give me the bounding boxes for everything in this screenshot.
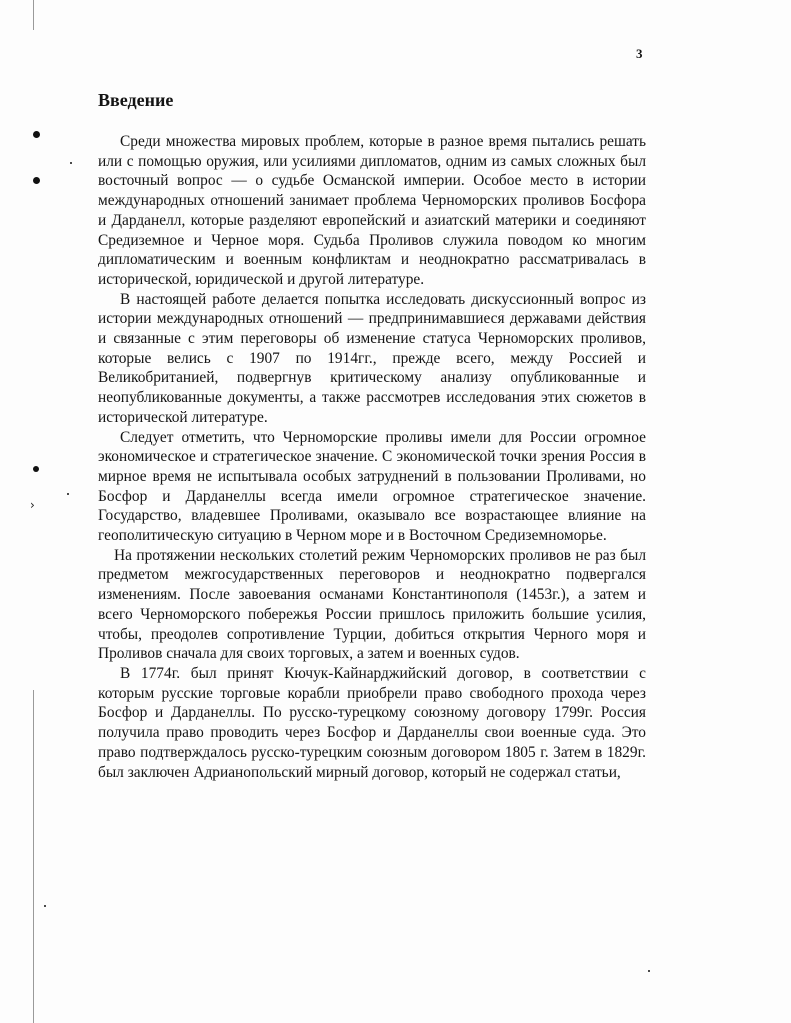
page-number: 3 <box>636 46 643 61</box>
scan-dot <box>44 905 46 907</box>
scan-dot <box>648 970 650 972</box>
body-text <box>98 132 646 782</box>
scan-dot <box>70 162 72 164</box>
scan-dot <box>33 466 39 472</box>
scan-edge-line <box>33 690 34 1023</box>
paragraph: На протяжении нескольких столетий режим Черноморских проливов не раз был предметом межгосударственных переговоров и неоднократно подвергался изменениям. После завоевания османами Константинополя (1453г.), а затем и всего Черноморского побережья России пришлось приложить большие усилия, чтобы, преодолев сопротивление Турции, добиться открытия Черного моря и Проливов сначала для своих торговых, а затем и военных судов. <box>98 546 646 663</box>
paragraph: В 1774г. был принят Кючук-Кайнарджийский договор, в соответствии с которым русские торговые корабли приобрели право свободного прохода через Босфор и Дарданеллы. По русско-турецкому союзному договору 1799г. Россия получила право проводить через Босфор и Дарданеллы свои военные суда. Это право подтверждалось русско-турецким союзным договором 1805 г. Затем в 1829г. был заключен Адрианопольский мирный договор, который не содержал статьи, <box>98 664 646 781</box>
paragraph: В настоящей работе делается попытка исследовать дискуссионный вопрос из истории международных отношений — предпринимавшиеся державами действия и связанные с этим переговоры об изменение статуса Черноморских проливов, которые велись с 1907 по 1914гг., прежде всего, между Россией и Великобританией, подвергнув критическому анализу опубликованные и неопубликованные документы, а также рассмотрев исследования этих сюжетов в исторической литературе. <box>98 290 646 426</box>
scan-dot <box>33 131 40 138</box>
paragraph: Следует отметить, что Черноморские проливы имели для России огромное экономическое и стратегическое значение. С экономической точки зрения Россия в мирное время не испытывала особых затруднений в пользовании Проливами, но Босфор и Дарданеллы всегда имели огромное стратегическое значение. Государство, владевшее Проливами, оказывало все возрастающее влияние на геополитическую ситуацию в Черном море и в Восточном Средиземноморье. <box>98 428 646 545</box>
scan-edge-line <box>33 0 34 30</box>
page-title: Введение <box>98 90 174 110</box>
scan-mark: › <box>30 498 35 512</box>
paragraph: Среди множества мировых проблем, которые в разное время пытались решать или с помощью оружия, или усилиями дипломатов, одним из самых сложных был восточный вопрос — о судьбе Османской империи. Особое место в истории международных отношений занимает проблема Черноморских проливов Босфора и Дарданелл, которые разделяют европейский и азиатский материки и соединяют Средиземное и Черное моря. Судьба Проливов служила поводом ко многим дипломатическим и военным конфликтам и неоднократно рассматривалась в исторической, юридической и другой литературе. <box>98 133 646 288</box>
scan-dot <box>67 493 69 495</box>
scan-dot <box>33 177 40 184</box>
